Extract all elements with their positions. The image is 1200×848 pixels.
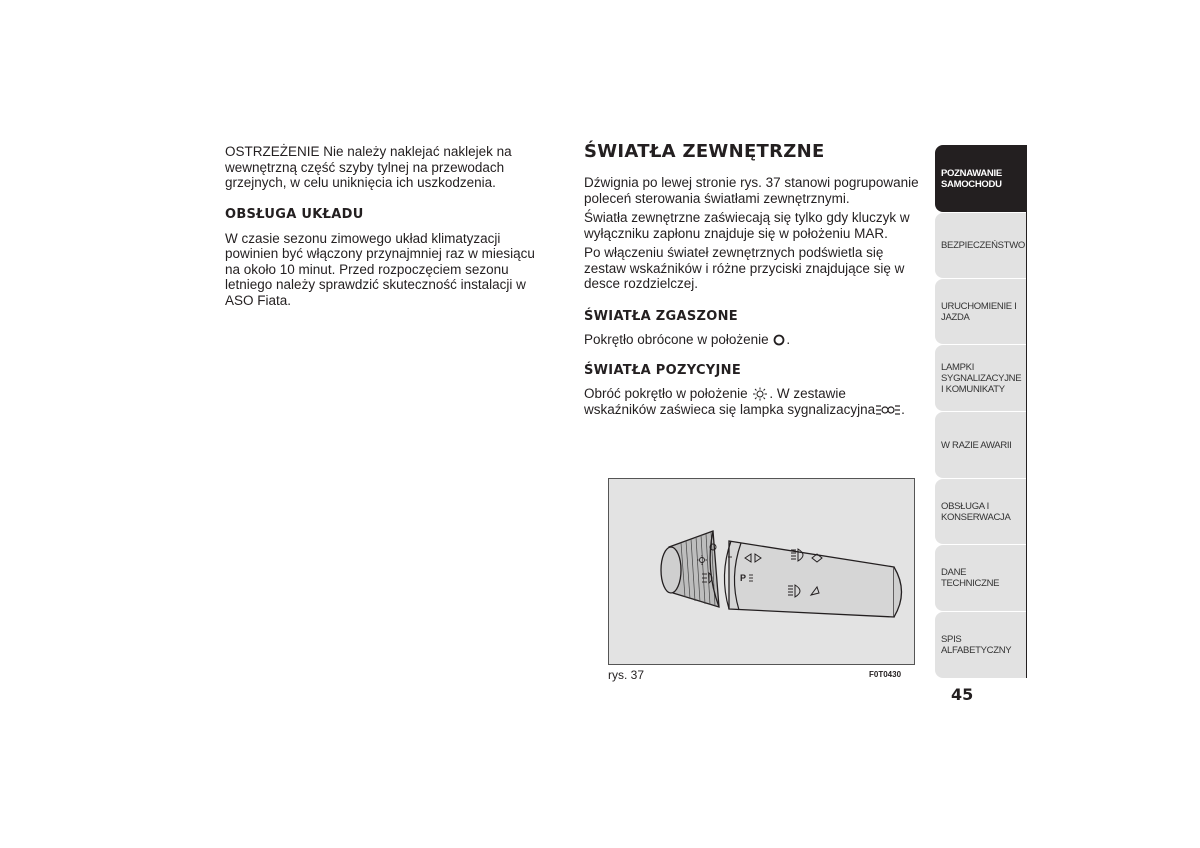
section-heading-sidelights: ŚWIATŁA POZYCYJNE [584, 363, 741, 378]
section-heading-lights-off: ŚWIATŁA ZGASZONE [584, 308, 738, 324]
tab-label: POZNAWANIE SAMOCHODU [941, 167, 1002, 190]
tab-dane-techniczne[interactable] [935, 545, 1026, 611]
left-column [225, 144, 547, 308]
sidelights-label-1: Obróć pokrętło w położenie [584, 386, 748, 401]
tab-bezpieczenstwo[interactable] [935, 213, 1026, 278]
tab-label: DANE TECHNICZNE [941, 567, 1000, 589]
warning-text: OSTRZEŻENIE Nie należy naklejać naklejek na wewnętrzną część szyby tylnej na przewodach grzejnych, w celu uniknięcia ich uszkodzenia. [225, 144, 512, 190]
tab-spis-alfabetyczny[interactable] [935, 612, 1026, 678]
sidelights-end: . [901, 401, 905, 417]
sidelights-label-3: wskaźników zaświeca się lampka sygnalizacyjna [584, 401, 876, 417]
sidelights-label-2: . W zestawie [769, 386, 846, 401]
tab-poznawanie-samochodu[interactable] [935, 145, 1026, 212]
section-heading-system-operation: OBSŁUGA UKŁADU [225, 206, 364, 222]
page-number: 45 [951, 685, 974, 704]
stalk-park-label: P [740, 573, 747, 583]
lights-off-label: Pokrętło obrócone w położenie [584, 331, 769, 347]
paragraph-3: Po włączeniu świateł zewnętrznych podświetla się zestaw wskaźników i różne przyciski znajdujące się w desce rozdzielczej. [584, 245, 905, 291]
tab-label: W RAZIE AWARII [941, 439, 1012, 451]
figure-light-stalk [608, 478, 915, 665]
circle-off-icon [772, 334, 786, 346]
lights-off-text [584, 332, 922, 348]
paragraph-2: Światła zewnętrzne zaświecają się tylko gdy kluczyk w wyłączniku zapłonu znajduje się w położeniu MAR. [584, 210, 910, 241]
sidelights-text [584, 386, 922, 417]
sidelight-indicator-icon [875, 404, 901, 416]
paragraph-1: Dźwignia po lewej stronie rys. 37 stanowi pogrupowanie poleceń sterowania światłami zewnętrznymi. [584, 175, 919, 206]
sidelight-sun-icon [751, 387, 769, 401]
tab-label: BEZPIECZEŃSTWO [941, 240, 1025, 251]
lights-off-end: . [786, 331, 791, 347]
tab-label: OBSŁUGA I KONSERWACJA [941, 500, 1011, 523]
right-column [584, 141, 922, 417]
tab-w-razie-awarii[interactable] [935, 412, 1026, 478]
tab-lampki-sygnalizacyjne[interactable] [935, 345, 1026, 411]
tab-divider [1026, 145, 1027, 678]
tab-label: URUCHOMIENIE I JAZDA [941, 300, 1017, 323]
figure-caption: rys. 37 [608, 668, 645, 682]
tab-label: LAMPKI SYGNALIZACYJNE I KOMUNIKATY [941, 361, 1022, 395]
light-stalk-illustration [609, 479, 914, 664]
tab-obsluga-i-konserwacja[interactable] [935, 479, 1026, 544]
figure-code: F0T0430 [869, 670, 902, 679]
section-text-system-operation: W czasie sezonu zimowego układ klimatyzacji powinien być włączony przynajmniej raz w miesiącu na około 10 minut. Przed rozpoczęciem sezonu letniego należy sprawdzić skuteczność instalacji w ASO Fiata. [225, 230, 535, 308]
page-title: ŚWIATŁA ZEWNĘTRZNE [584, 141, 825, 162]
tab-label: SPIS ALFABETYCZNY [941, 634, 1012, 656]
tab-uruchomienie-i-jazda[interactable] [935, 279, 1026, 344]
